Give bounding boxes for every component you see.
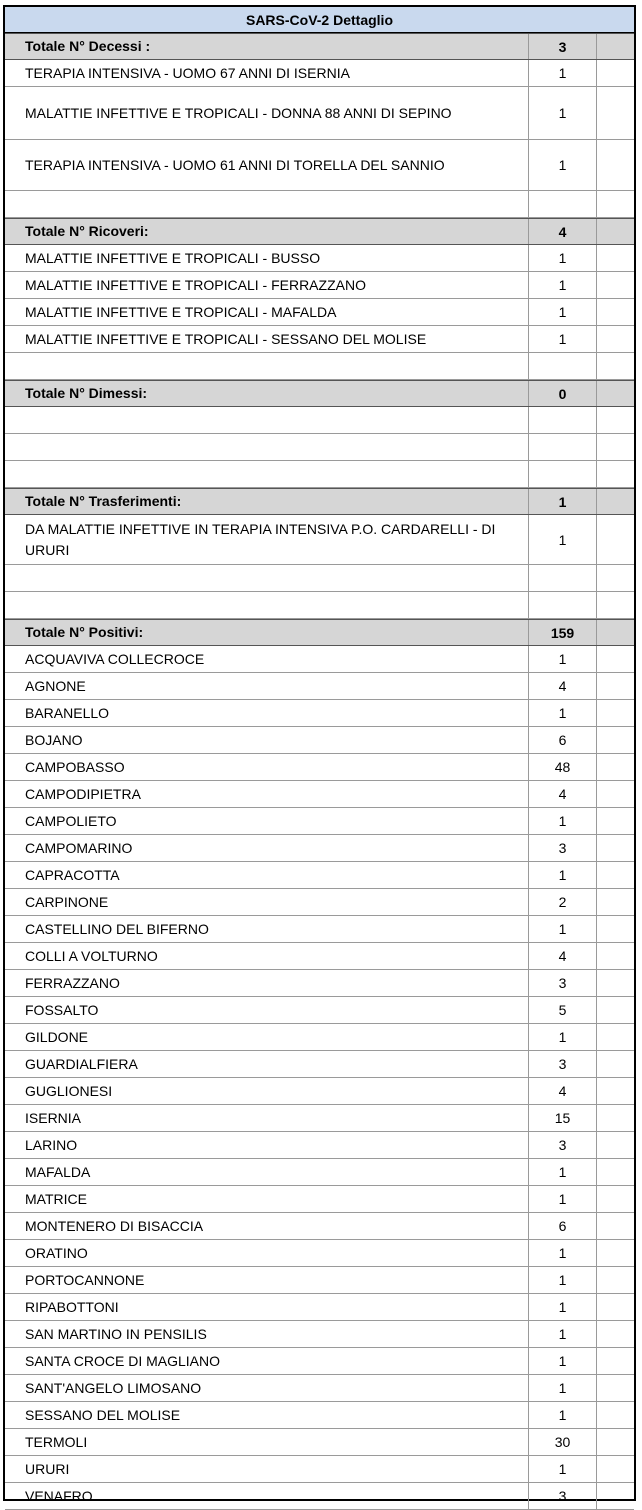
row-label (5, 434, 529, 460)
row-label: CAMPOLIETO (5, 808, 529, 834)
empty-cell (597, 646, 634, 672)
table-row (5, 515, 634, 565)
empty-cell (597, 700, 634, 726)
section-label: Totale N° Decessi : (5, 34, 529, 59)
section-total-row (5, 488, 634, 515)
table-row (5, 970, 634, 997)
section-total-row (5, 380, 634, 407)
empty-cell (597, 219, 634, 244)
empty-cell (597, 1159, 634, 1185)
empty-cell (597, 1051, 634, 1077)
empty-cell (597, 727, 634, 753)
blank-row (5, 407, 634, 434)
row-count: 1 (529, 1402, 597, 1428)
table-row (5, 997, 634, 1024)
row-count: 2 (529, 889, 597, 915)
empty-cell (597, 781, 634, 807)
empty-cell (597, 191, 634, 217)
row-count: 4 (529, 1078, 597, 1104)
section-total: 3 (529, 34, 597, 59)
table-row (5, 1456, 634, 1483)
row-count: 1 (529, 245, 597, 271)
row-count: 1 (529, 272, 597, 298)
row-label: MALATTIE INFETTIVE E TROPICALI - FERRAZZANO (5, 272, 529, 298)
row-label: SAN MARTINO IN PENSILIS (5, 1321, 529, 1347)
row-label: FERRAZZANO (5, 970, 529, 996)
row-label: CAMPODIPIETRA (5, 781, 529, 807)
row-count: 4 (529, 781, 597, 807)
row-label: URURI (5, 1456, 529, 1482)
table-row (5, 754, 634, 781)
section-total: 159 (529, 620, 597, 645)
row-count: 4 (529, 943, 597, 969)
row-label: RIPABOTTONI (5, 1294, 529, 1320)
row-label: TERAPIA INTENSIVA - UOMO 67 ANNI DI ISERNIA (5, 60, 529, 86)
table-row (5, 1132, 634, 1159)
section-label: Totale N° Trasferimenti: (5, 489, 529, 514)
section-label: Totale N° Ricoveri: (5, 219, 529, 244)
table-row (5, 272, 634, 299)
row-count: 30 (529, 1429, 597, 1455)
row-count: 1 (529, 140, 597, 190)
table-row (5, 673, 634, 700)
row-label: ACQUAVIVA COLLECROCE (5, 646, 529, 672)
row-label: MONTENERO DI BISACCIA (5, 1213, 529, 1239)
row-count: 1 (529, 862, 597, 888)
empty-cell (597, 1267, 634, 1293)
empty-cell (597, 592, 634, 618)
row-count: 1 (529, 1186, 597, 1212)
row-label: GUGLIONESI (5, 1078, 529, 1104)
empty-cell (597, 461, 634, 487)
empty-cell (597, 1456, 634, 1482)
empty-cell (597, 1294, 634, 1320)
row-count (529, 461, 597, 487)
empty-cell (597, 1024, 634, 1050)
row-label: DA MALATTIE INFETTIVE IN TERAPIA INTENSIVA P.O. CARDARELLI - DI URURI (5, 515, 529, 564)
blank-row (5, 592, 634, 619)
row-count (529, 434, 597, 460)
row-label: CASTELLINO DEL BIFERNO (5, 916, 529, 942)
row-label: MALATTIE INFETTIVE E TROPICALI - SESSANO DEL MOLISE (5, 326, 529, 352)
empty-cell (597, 1429, 634, 1455)
row-count: 1 (529, 326, 597, 352)
row-count: 6 (529, 1213, 597, 1239)
row-count: 1 (529, 1024, 597, 1050)
row-label: ISERNIA (5, 1105, 529, 1131)
row-label: COLLI A VOLTURNO (5, 943, 529, 969)
table-row (5, 87, 634, 140)
row-label: CARPINONE (5, 889, 529, 915)
table-row (5, 943, 634, 970)
table-row (5, 1429, 634, 1456)
row-label: SANTA CROCE DI MAGLIANO (5, 1348, 529, 1374)
row-count: 1 (529, 515, 597, 564)
row-label (5, 565, 529, 591)
empty-cell (597, 754, 634, 780)
row-count: 1 (529, 646, 597, 672)
table-row (5, 1483, 634, 1510)
row-count: 3 (529, 1132, 597, 1158)
blank-row (5, 434, 634, 461)
row-count (529, 565, 597, 591)
row-count: 3 (529, 1051, 597, 1077)
row-count: 1 (529, 1375, 597, 1401)
section-total-row (5, 619, 634, 646)
empty-cell (597, 515, 634, 564)
empty-cell (597, 381, 634, 406)
row-count: 3 (529, 835, 597, 861)
row-count (529, 353, 597, 379)
row-label (5, 461, 529, 487)
row-count: 6 (529, 727, 597, 753)
row-label: CAPRACOTTA (5, 862, 529, 888)
empty-cell (597, 889, 634, 915)
row-label: SESSANO DEL MOLISE (5, 1402, 529, 1428)
table-row (5, 862, 634, 889)
row-label: CAMPOMARINO (5, 835, 529, 861)
row-count: 5 (529, 997, 597, 1023)
row-label (5, 191, 529, 217)
empty-cell (597, 272, 634, 298)
detail-table (3, 5, 636, 1504)
table-title: SARS-CoV-2 Dettaglio (5, 7, 634, 33)
empty-cell (597, 1105, 634, 1131)
empty-cell (597, 620, 634, 645)
empty-cell (597, 353, 634, 379)
empty-cell (597, 1321, 634, 1347)
row-count (529, 191, 597, 217)
table-row (5, 889, 634, 916)
empty-cell (597, 1240, 634, 1266)
row-count: 1 (529, 60, 597, 86)
row-label: BOJANO (5, 727, 529, 753)
empty-cell (597, 299, 634, 325)
row-count: 1 (529, 916, 597, 942)
row-label: GUARDIALFIERA (5, 1051, 529, 1077)
table-row (5, 1294, 634, 1321)
table-row (5, 808, 634, 835)
row-label: MATRICE (5, 1186, 529, 1212)
table-row (5, 835, 634, 862)
table-row (5, 1213, 634, 1240)
row-count: 1 (529, 700, 597, 726)
row-count: 1 (529, 1294, 597, 1320)
empty-cell (597, 970, 634, 996)
table-row (5, 60, 634, 87)
table-row (5, 1105, 634, 1132)
empty-cell (597, 997, 634, 1023)
empty-cell (597, 326, 634, 352)
row-count: 1 (529, 1321, 597, 1347)
row-label: MALATTIE INFETTIVE E TROPICALI - BUSSO (5, 245, 529, 271)
blank-row (5, 461, 634, 488)
table-row (5, 646, 634, 673)
row-count: 1 (529, 299, 597, 325)
row-count: 1 (529, 87, 597, 139)
empty-cell (597, 1213, 634, 1239)
row-label: CAMPOBASSO (5, 754, 529, 780)
row-count (529, 592, 597, 618)
empty-cell (597, 1483, 634, 1509)
row-label: VENAFRO (5, 1483, 529, 1509)
row-label (5, 407, 529, 433)
table-row (5, 1024, 634, 1051)
row-label: PORTOCANNONE (5, 1267, 529, 1293)
row-label: MALATTIE INFETTIVE E TROPICALI - MAFALDA (5, 299, 529, 325)
row-label: LARINO (5, 1132, 529, 1158)
row-count: 1 (529, 1456, 597, 1482)
row-count: 1 (529, 808, 597, 834)
row-label: TERMOLI (5, 1429, 529, 1455)
table-row (5, 1186, 634, 1213)
table-row (5, 1402, 634, 1429)
empty-cell (597, 87, 634, 139)
row-count: 48 (529, 754, 597, 780)
table-row (5, 326, 634, 353)
empty-cell (597, 673, 634, 699)
section-total-row (5, 33, 634, 60)
empty-cell (597, 245, 634, 271)
table-row (5, 1078, 634, 1105)
empty-cell (597, 1348, 634, 1374)
row-count (529, 407, 597, 433)
row-count: 1 (529, 1348, 597, 1374)
empty-cell (597, 407, 634, 433)
blank-row (5, 565, 634, 592)
row-count: 1 (529, 1240, 597, 1266)
table-row (5, 700, 634, 727)
table-row (5, 1240, 634, 1267)
table-row (5, 1375, 634, 1402)
empty-cell (597, 1186, 634, 1212)
row-label: ORATINO (5, 1240, 529, 1266)
row-count: 1 (529, 1267, 597, 1293)
table-row (5, 781, 634, 808)
empty-cell (597, 60, 634, 86)
table-row (5, 299, 634, 326)
row-label: GILDONE (5, 1024, 529, 1050)
section-total: 4 (529, 219, 597, 244)
empty-cell (597, 1132, 634, 1158)
table-row (5, 1159, 634, 1186)
table-row (5, 916, 634, 943)
empty-cell (597, 835, 634, 861)
section-total-row (5, 218, 634, 245)
empty-cell (597, 862, 634, 888)
empty-cell (597, 1375, 634, 1401)
table-row (5, 727, 634, 754)
table-row (5, 1321, 634, 1348)
row-count: 3 (529, 1483, 597, 1509)
row-label: FOSSALTO (5, 997, 529, 1023)
blank-row (5, 191, 634, 218)
empty-cell (597, 140, 634, 190)
empty-cell (597, 1078, 634, 1104)
section-label: Totale N° Positivi: (5, 620, 529, 645)
section-label: Totale N° Dimessi: (5, 381, 529, 406)
empty-cell (597, 565, 634, 591)
empty-cell (597, 34, 634, 59)
table-row (5, 1267, 634, 1294)
table-body (5, 33, 634, 1510)
row-label: TERAPIA INTENSIVA - UOMO 61 ANNI DI TORELLA DEL SANNIO (5, 140, 529, 190)
row-label: MALATTIE INFETTIVE E TROPICALI - DONNA 88 ANNI DI SEPINO (5, 87, 529, 139)
row-count: 4 (529, 673, 597, 699)
section-total: 0 (529, 381, 597, 406)
row-count: 3 (529, 970, 597, 996)
blank-row (5, 353, 634, 380)
table-row (5, 140, 634, 191)
section-total: 1 (529, 489, 597, 514)
empty-cell (597, 1402, 634, 1428)
empty-cell (597, 489, 634, 514)
table-row (5, 1051, 634, 1078)
table-row (5, 1348, 634, 1375)
row-count: 1 (529, 1159, 597, 1185)
row-label (5, 353, 529, 379)
row-label: MAFALDA (5, 1159, 529, 1185)
row-label: SANT'ANGELO LIMOSANO (5, 1375, 529, 1401)
row-count: 15 (529, 1105, 597, 1131)
table-row (5, 245, 634, 272)
empty-cell (597, 916, 634, 942)
row-label: AGNONE (5, 673, 529, 699)
row-label: BARANELLO (5, 700, 529, 726)
empty-cell (597, 808, 634, 834)
empty-cell (597, 943, 634, 969)
row-label (5, 592, 529, 618)
empty-cell (597, 434, 634, 460)
